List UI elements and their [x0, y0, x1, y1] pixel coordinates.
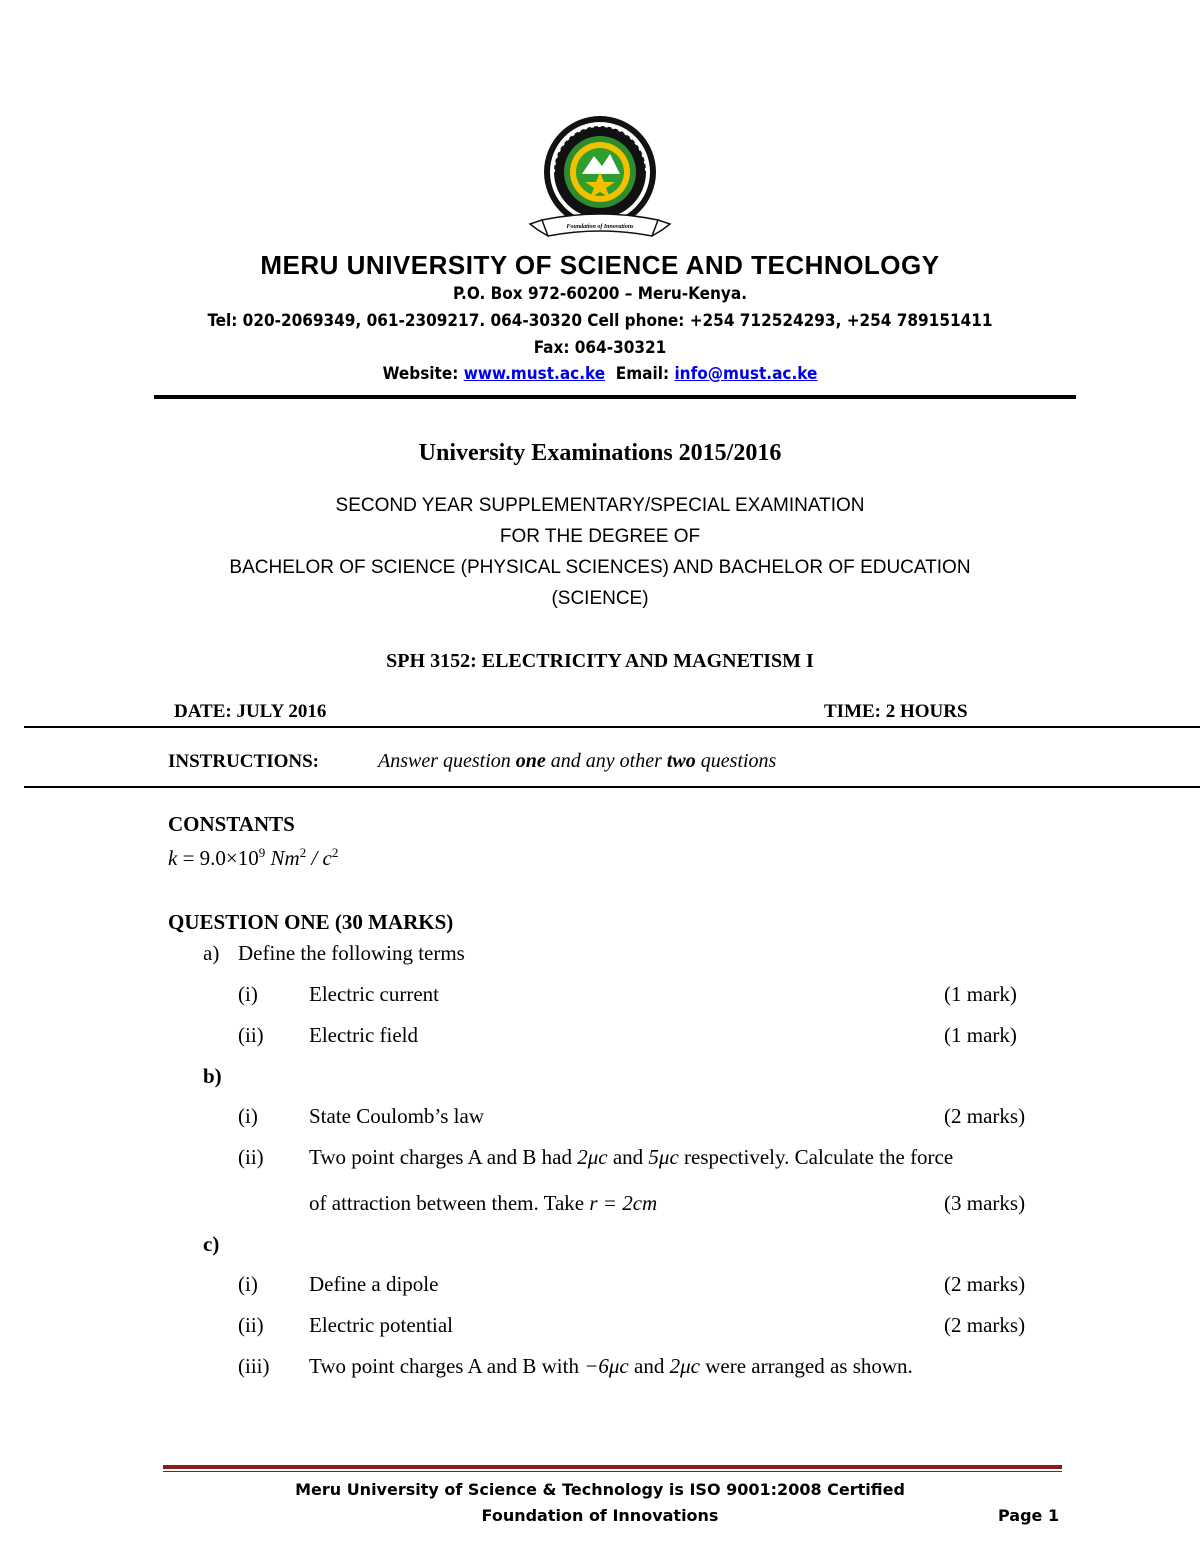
part-b-ii-marks: (3 marks) — [944, 1191, 1026, 1215]
coulomb-constant: $k = 9.0\times 10^9$ $Nm^2 / c^2$ — [168, 845, 339, 870]
part-b-ii-label: (ii) — [238, 1145, 264, 1169]
part-b-i-marks: (2 marks) — [944, 1104, 1026, 1128]
part-c-iii-text: Two point charges A and B with −6μc and 2μc were arranged as shown. — [309, 1354, 913, 1378]
footer-certification: Meru University of Science & Technology is ISO 9001:2008 Certified — [295, 1480, 905, 1499]
header-divider — [154, 395, 1076, 399]
instructions-text: Answer question one and any other two questions — [378, 750, 777, 772]
part-b-label: b) — [203, 1064, 222, 1088]
page-number: Page 1 — [998, 1506, 1060, 1525]
exam-line-4: (SCIENCE) — [551, 588, 649, 609]
part-a-ii-label: (ii) — [238, 1023, 264, 1047]
part-a-ii-marks: (1 mark) — [944, 1023, 1017, 1047]
exam-title: University Examinations 2015/2016 — [418, 440, 782, 466]
part-b-i-label: (i) — [238, 1104, 258, 1128]
part-a-label: a) — [203, 941, 220, 965]
part-c-i-marks: (2 marks) — [944, 1272, 1026, 1296]
part-a-ii-text: Electric field — [309, 1023, 419, 1047]
part-c-i-text: Define a dipole — [309, 1272, 439, 1296]
address: P.O. Box 972-60200 – Meru-Kenya. — [452, 284, 748, 304]
part-a-i-marks: (1 mark) — [944, 982, 1017, 1006]
part-b-ii-text-cont: of attraction between them. Take r = 2cm — [309, 1191, 658, 1215]
exam-line-3: BACHELOR OF SCIENCE (PHYSICAL SCIENCES) AND BACHELOR OF EDUCATION — [229, 557, 971, 578]
part-c-ii-text: Electric potential — [309, 1313, 454, 1337]
exam-date: DATE: JULY 2016 — [174, 701, 327, 722]
part-b-i-text: State Coulomb’s law — [309, 1104, 484, 1128]
constants-heading: CONSTANTS — [168, 812, 295, 836]
exam-line-2: FOR THE DEGREE OF — [499, 526, 701, 547]
footer-motto: Foundation of Innovations — [481, 1506, 719, 1525]
website-link[interactable]: www.must.ac.ke — [463, 364, 606, 384]
course-title: SPH 3152: ELECTRICITY AND MAGNETISM I — [386, 650, 814, 672]
website-label: Website: — [382, 364, 459, 384]
exam-time: TIME: 2 HOURS — [824, 701, 968, 722]
footer-divider-thick — [163, 1465, 1062, 1469]
instructions-label: INSTRUCTIONS: — [168, 751, 319, 772]
part-c-label: c) — [203, 1232, 220, 1256]
fax: Fax: 064-30321 — [533, 338, 667, 358]
part-c-i-label: (i) — [238, 1272, 258, 1296]
date-divider — [24, 726, 1200, 728]
question-one-heading: QUESTION ONE (30 MARKS) — [168, 910, 454, 934]
phone-numbers: Tel: 020-2069349, 061-2309217. 064-30320 Cell phone: +254 712524293, +254 789151411 — [207, 311, 993, 331]
part-a-i-text: Electric current — [309, 982, 439, 1006]
university-name: MERU UNIVERSITY OF SCIENCE AND TECHNOLOGY — [260, 250, 940, 280]
contact-line — [0, 364, 1200, 384]
part-a-i-label: (i) — [238, 982, 258, 1006]
email-link[interactable]: info@must.ac.ke — [674, 364, 818, 384]
part-c-ii-label: (ii) — [238, 1313, 264, 1337]
email-label: Email: — [615, 364, 670, 384]
part-a-text: Define the following terms — [238, 941, 465, 965]
instructions-divider — [24, 786, 1200, 788]
part-b-ii-text: Two point charges A and B had 2μc and 5μc respectively. Calculate the force — [309, 1145, 954, 1169]
footer-divider-thin — [163, 1471, 1062, 1472]
part-c-ii-marks: (2 marks) — [944, 1313, 1026, 1337]
university-logo — [520, 112, 680, 247]
exam-line-1: SECOND YEAR SUPPLEMENTARY/SPECIAL EXAMINATION — [335, 495, 865, 516]
part-c-iii-label: (iii) — [238, 1354, 270, 1378]
logo-motto: Foundation of Innovations — [566, 224, 634, 230]
